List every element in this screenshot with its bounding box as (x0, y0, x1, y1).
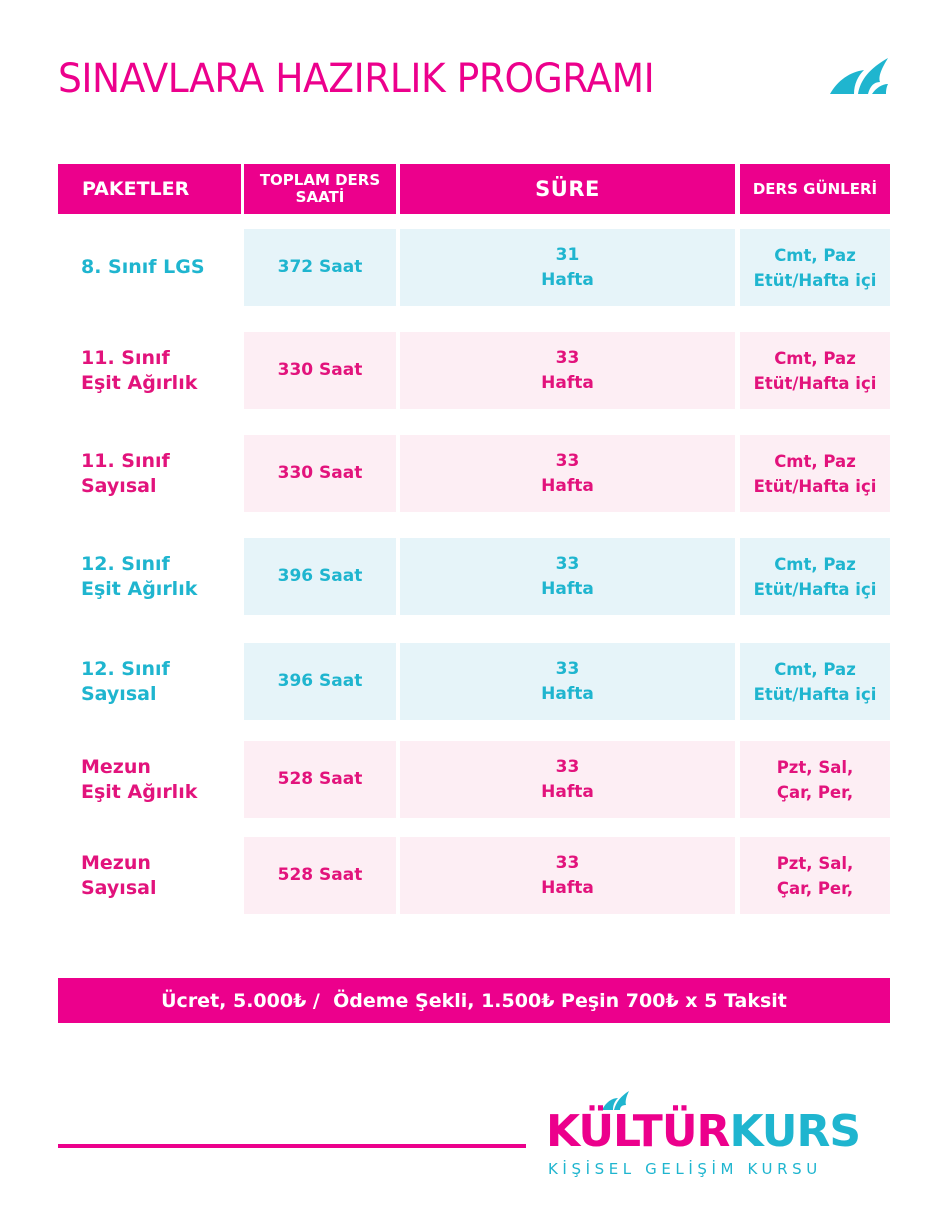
package-name: 11. Sınıf Eşit Ağırlık (81, 346, 198, 394)
duration-cell: 33 Hafta (400, 643, 735, 720)
package-name: 12. Sınıf Eşit Ağırlık (81, 552, 198, 600)
logo-kurs-text: KURS (729, 1106, 861, 1157)
total-hours-cell: 330 Saat (244, 332, 396, 409)
lesson-days-cell: Cmt, Paz Etüt/Hafta içi (740, 332, 890, 409)
duration-cell: 33 Hafta (400, 538, 735, 615)
header-ders-gunleri: DERS GÜNLERİ (740, 164, 890, 214)
kultur-kurs-logo (546, 1090, 892, 1182)
duration-cell: 33 Hafta (400, 837, 735, 914)
page-title: SINAVLARA HAZIRLIK PROGRAMI (58, 56, 655, 102)
header-sure: SÜRE (400, 164, 735, 214)
lesson-days-cell: Pzt, Sal, Çar, Per, (740, 741, 890, 818)
package-name: Mezun Eşit Ağırlık (81, 755, 198, 803)
footer-divider (58, 1144, 526, 1148)
logo-tagline: KİŞİSEL GELİŞİM KURSU (548, 1160, 822, 1178)
kultur-kurs-wing-icon (828, 54, 890, 100)
total-hours-cell: 528 Saat (244, 741, 396, 818)
total-hours-cell: 396 Saat (244, 643, 396, 720)
duration-cell: 33 Hafta (400, 332, 735, 409)
package-name: 8. Sınıf LGS (81, 256, 205, 278)
total-hours-cell: 372 Saat (244, 229, 396, 306)
duration-cell: 33 Hafta (400, 741, 735, 818)
header-toplam-ders-saati: TOPLAM DERS SAATİ (244, 164, 396, 214)
lesson-days-cell: Cmt, Paz Etüt/Hafta içi (740, 435, 890, 512)
total-hours-cell: 396 Saat (244, 538, 396, 615)
duration-cell: 31 Hafta (400, 229, 735, 306)
logo-wordmark (546, 1108, 860, 1156)
lesson-days-cell: Cmt, Paz Etüt/Hafta içi (740, 538, 890, 615)
lesson-days-cell: Cmt, Paz Etüt/Hafta içi (740, 229, 890, 306)
package-name: Mezun Sayısal (81, 851, 157, 899)
duration-cell: 33 Hafta (400, 435, 735, 512)
price-bar: Ücret, 5.000₺ / Ödeme Şekli, 1.500₺ Peşin 700₺ x 5 Taksit (58, 978, 890, 1023)
logo-kultur-text: KÜLTÜR (546, 1106, 730, 1157)
lesson-days-cell: Cmt, Paz Etüt/Hafta içi (740, 643, 890, 720)
total-hours-cell: 330 Saat (244, 435, 396, 512)
package-name: 11. Sınıf Sayısal (81, 449, 170, 497)
package-name: 12. Sınıf Sayısal (81, 657, 170, 705)
lesson-days-cell: Pzt, Sal, Çar, Per, (740, 837, 890, 914)
header-paketler: PAKETLER (58, 164, 241, 214)
total-hours-cell: 528 Saat (244, 837, 396, 914)
